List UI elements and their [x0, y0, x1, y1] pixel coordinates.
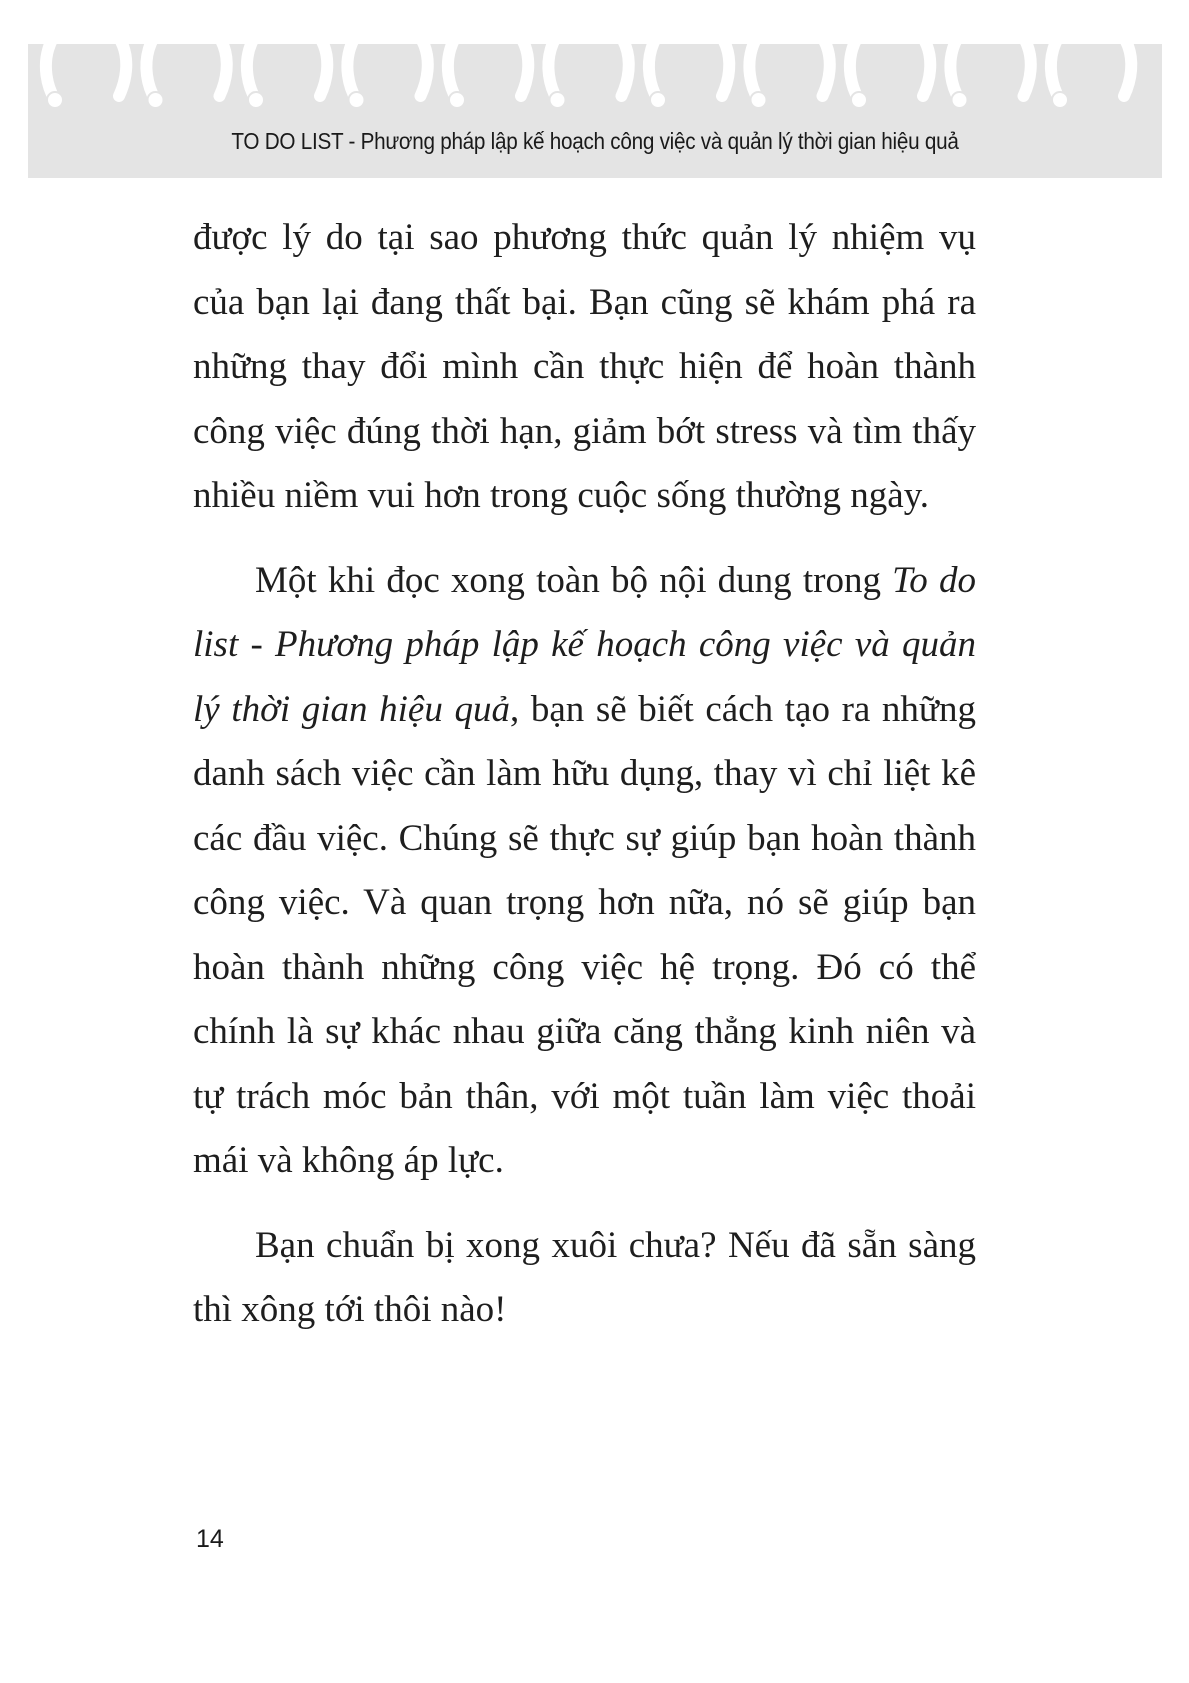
binding-ring-icon — [448, 18, 528, 108]
binding-ring-icon — [46, 18, 126, 108]
binding-ring-icon — [1051, 18, 1131, 108]
book-title-italic: To do list - Phương pháp lập kế hoạch công việc và quản lý thời gian hiệu quả — [193, 559, 976, 730]
paragraph-1: được lý do tại sao phương thức quản lý nhiệm vụ của bạn lại đang thất bại. Bạn cũng sẽ khám phá ra những thay đổi mình cần thực hiện để hoàn thành công việc đúng thời hạn, giảm bớt stress và tìm thấy nhiều niềm vui hơn trong cuộc sống thường ngày. — [193, 217, 976, 516]
spiral-binding-icon — [0, 0, 1189, 130]
running-header-title: TO DO LIST - Phương pháp lập kế hoạch công việc và quản lý thời gian hiệu quả — [231, 128, 959, 154]
paragraph-3: Bạn chuẩn bị xong xuôi chưa? Nếu đã sẵn sàng thì xông tới thôi nào! — [193, 1224, 976, 1330]
paragraph-2-lead: Một khi đọc xong toàn bộ nội dung trong — [255, 559, 893, 601]
binding-ring-icon — [649, 18, 729, 108]
binding-ring-icon — [749, 18, 829, 108]
binding-ring-icon — [247, 18, 327, 108]
binding-ring-icon — [146, 18, 226, 108]
paragraph-2-rest: , bạn sẽ biết cách tạo ra những danh sách việc cần làm hữu dụng, thay vì chỉ liệt kê các đầu việc. Chúng sẽ thực sự giúp bạn hoàn thành công việc. Và quan trọng hơn nữa, nó sẽ giúp bạn hoàn thành những công việc hệ trọng. Đó có thể chính là sự khác nhau giữa căng thẳng kinh niên và tự trách móc bản thân, với một tuần làm việc thoải mái và không áp lực. — [193, 688, 976, 1181]
page-number: 14 — [196, 1525, 224, 1553]
binding-ring-icon — [950, 18, 1030, 108]
paragraph-2 — [193, 549, 976, 1194]
binding-ring-icon — [850, 18, 930, 108]
binding-ring-icon — [548, 18, 628, 108]
binding-ring-icon — [347, 18, 427, 108]
body-text — [193, 206, 976, 1343]
